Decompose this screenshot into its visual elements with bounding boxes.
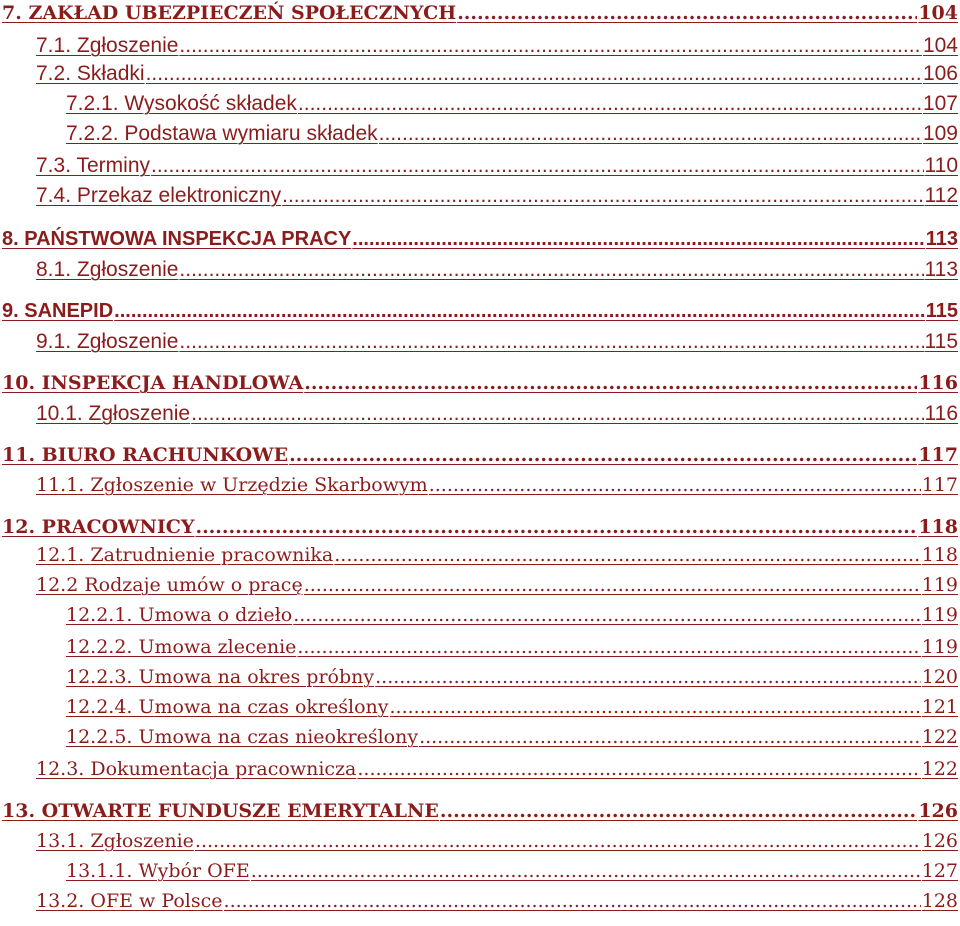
toc-entry[interactable] [66, 92, 958, 116]
toc-entry-title[interactable]: 11.1. Zgłoszenie w Urzędzie Skarbowym [36, 474, 428, 496]
toc-leader-dots [357, 758, 920, 780]
toc-entry-page[interactable]: 107 [922, 92, 958, 115]
toc-leader-dots [191, 402, 923, 426]
toc-leader-dots [179, 34, 922, 58]
toc-entry[interactable] [36, 544, 958, 566]
toc-entry-page[interactable]: 106 [922, 62, 958, 85]
toc-entry-page[interactable]: 122 [921, 726, 958, 748]
toc-entry-title[interactable]: 11. BIURO RACHUNKOWE [2, 444, 289, 466]
toc-leader-dots [179, 258, 923, 282]
toc-entry[interactable] [66, 726, 958, 748]
toc-entry-title[interactable]: 10.1. Zgłoszenie [36, 402, 191, 425]
toc-entry-page[interactable]: 116 [924, 402, 958, 425]
toc-entry[interactable] [2, 300, 958, 323]
toc-entry-title[interactable]: 7.2.2. Podstawa wymiaru składek [66, 122, 378, 145]
toc-entry[interactable] [36, 402, 958, 426]
toc-entry[interactable] [36, 62, 958, 86]
toc-entry-title[interactable]: 12.2.1. Umowa o dzieło [66, 604, 293, 626]
toc-entry[interactable] [36, 184, 958, 208]
toc-entry-page[interactable]: 120 [921, 666, 958, 688]
toc-entry-title[interactable]: 13.1. Zgłoszenie [36, 830, 194, 852]
toc-entry-page[interactable]: 117 [918, 444, 958, 466]
toc-leader-dots [375, 666, 921, 688]
toc-entry[interactable] [2, 2, 958, 24]
toc-entry-page[interactable]: 127 [921, 860, 958, 882]
toc-entry[interactable] [2, 228, 958, 251]
toc-entry-title[interactable]: 7.2. Składki [36, 62, 145, 85]
toc-entry-page[interactable]: 119 [921, 604, 958, 626]
toc-entry-page[interactable]: 119 [921, 574, 958, 596]
toc-leader-dots [457, 2, 917, 24]
toc-entry[interactable] [66, 604, 958, 626]
toc-leader-dots [179, 330, 923, 354]
toc-entry-page[interactable]: 118 [918, 516, 958, 538]
toc-entry-title[interactable]: 12. PRACOWNICY [2, 516, 195, 538]
toc-entry-page[interactable]: 112 [924, 184, 958, 207]
toc-entry-title[interactable]: 13.1.1. Wybór OFE [66, 860, 250, 882]
toc-entry-title[interactable]: 12.3. Dokumentacja pracownicza [36, 758, 357, 780]
toc-entry[interactable] [2, 516, 958, 538]
toc-entry-title[interactable]: 7.1. Zgłoszenie [36, 34, 179, 57]
toc-entry-title[interactable]: 9. SANEPID [2, 300, 114, 322]
toc-leader-dots [304, 372, 917, 394]
toc-entry[interactable] [66, 860, 958, 882]
toc-entry-title[interactable]: 7. ZAKŁAD UBEZPIECZEŃ SPOŁECZNYCH [2, 2, 457, 24]
toc-entry-title[interactable]: 12.1. Zatrudnienie pracownika [36, 544, 334, 566]
toc-entry[interactable] [2, 800, 958, 822]
toc-entry-title[interactable]: 13. OTWARTE FUNDUSZE EMERYTALNE [2, 800, 439, 822]
toc-entry[interactable] [66, 122, 958, 146]
toc-entry-title[interactable]: 9.1. Zgłoszenie [36, 330, 179, 353]
toc-entry-page[interactable]: 104 [918, 2, 958, 24]
toc-entry[interactable] [66, 666, 958, 688]
toc-entry-page[interactable]: 122 [921, 758, 958, 780]
toc-entry-title[interactable]: 8.1. Zgłoszenie [36, 258, 179, 281]
toc-entry-title[interactable]: 7.4. Przekaz elektroniczny [36, 184, 282, 207]
toc-leader-dots [195, 830, 921, 852]
toc-leader-dots [304, 574, 921, 596]
toc-leader-dots [298, 92, 922, 116]
toc-entry-page[interactable]: 116 [918, 372, 958, 394]
toc-leader-dots [334, 544, 920, 566]
toc-entry-title[interactable]: 10. INSPEKCJA HANDLOWA [2, 372, 304, 394]
toc-entry-page[interactable]: 115 [925, 300, 958, 322]
toc-entry-title[interactable]: 12.2.4. Umowa na czas określony [66, 696, 389, 718]
toc-entry-page[interactable]: 115 [924, 330, 958, 353]
toc-entry-page[interactable]: 126 [921, 830, 958, 852]
toc-entry-page[interactable]: 104 [922, 34, 958, 57]
toc-entry[interactable] [66, 696, 958, 718]
toc-leader-dots [379, 122, 922, 146]
toc-entry[interactable] [66, 636, 958, 658]
toc-leader-dots [352, 228, 924, 251]
toc-entry-title[interactable]: 12.2 Rodzaje umów o pracę [36, 574, 303, 596]
toc-entry[interactable] [2, 444, 958, 466]
toc-leader-dots [440, 800, 917, 822]
toc-leader-dots [195, 516, 917, 538]
toc-entry-page[interactable]: 110 [924, 154, 958, 177]
toc-entry-page[interactable]: 126 [918, 800, 958, 822]
toc-entry[interactable] [2, 372, 958, 394]
toc-entry[interactable] [36, 258, 958, 282]
toc-leader-dots [251, 860, 921, 882]
toc-entry[interactable] [36, 154, 958, 178]
toc-leader-dots [429, 474, 921, 496]
toc-entry-title[interactable]: 7.2.1. Wysokość składek [66, 92, 297, 115]
toc-entry-page[interactable]: 128 [921, 890, 958, 912]
toc-entry-title[interactable]: 12.2.2. Umowa zlecenie [66, 636, 297, 658]
toc-entry[interactable] [36, 34, 958, 58]
toc-entry-page[interactable]: 113 [924, 258, 958, 281]
toc-entry-title[interactable]: 12.2.5. Umowa na czas nieokreślony [66, 726, 419, 748]
toc-leader-dots [419, 726, 921, 748]
toc-leader-dots [289, 444, 917, 466]
toc-entry-title[interactable]: 8. PAŃSTWOWA INSPEKCJA PRACY [2, 228, 352, 250]
toc-leader-dots [297, 636, 920, 658]
toc-leader-dots [293, 604, 921, 626]
toc-leader-dots [151, 154, 924, 178]
toc-entry[interactable] [36, 574, 958, 596]
toc-entry-title[interactable]: 13.2. OFE w Polsce [36, 890, 223, 912]
toc-entry-title[interactable]: 7.3. Terminy [36, 154, 150, 177]
toc-entry[interactable] [36, 474, 958, 496]
toc-entry-page[interactable]: 119 [921, 636, 958, 658]
toc-entry-page[interactable]: 118 [921, 544, 958, 566]
toc-entry[interactable] [36, 330, 958, 354]
toc-leader-dots [114, 300, 925, 323]
toc-entry-page[interactable]: 121 [921, 696, 958, 718]
toc-entry-page[interactable]: 113 [925, 228, 958, 250]
toc-leader-dots [390, 696, 921, 718]
toc-entry[interactable] [36, 890, 958, 912]
toc-entry-page[interactable]: 109 [922, 122, 958, 145]
toc-entry-title[interactable]: 12.2.3. Umowa na okres próbny [66, 666, 375, 688]
toc-leader-dots [282, 184, 923, 208]
toc-entry[interactable] [36, 830, 958, 852]
toc-entry[interactable] [36, 758, 958, 780]
toc-entry-page[interactable]: 117 [921, 474, 958, 496]
toc-leader-dots [146, 62, 922, 86]
toc-leader-dots [224, 890, 921, 912]
